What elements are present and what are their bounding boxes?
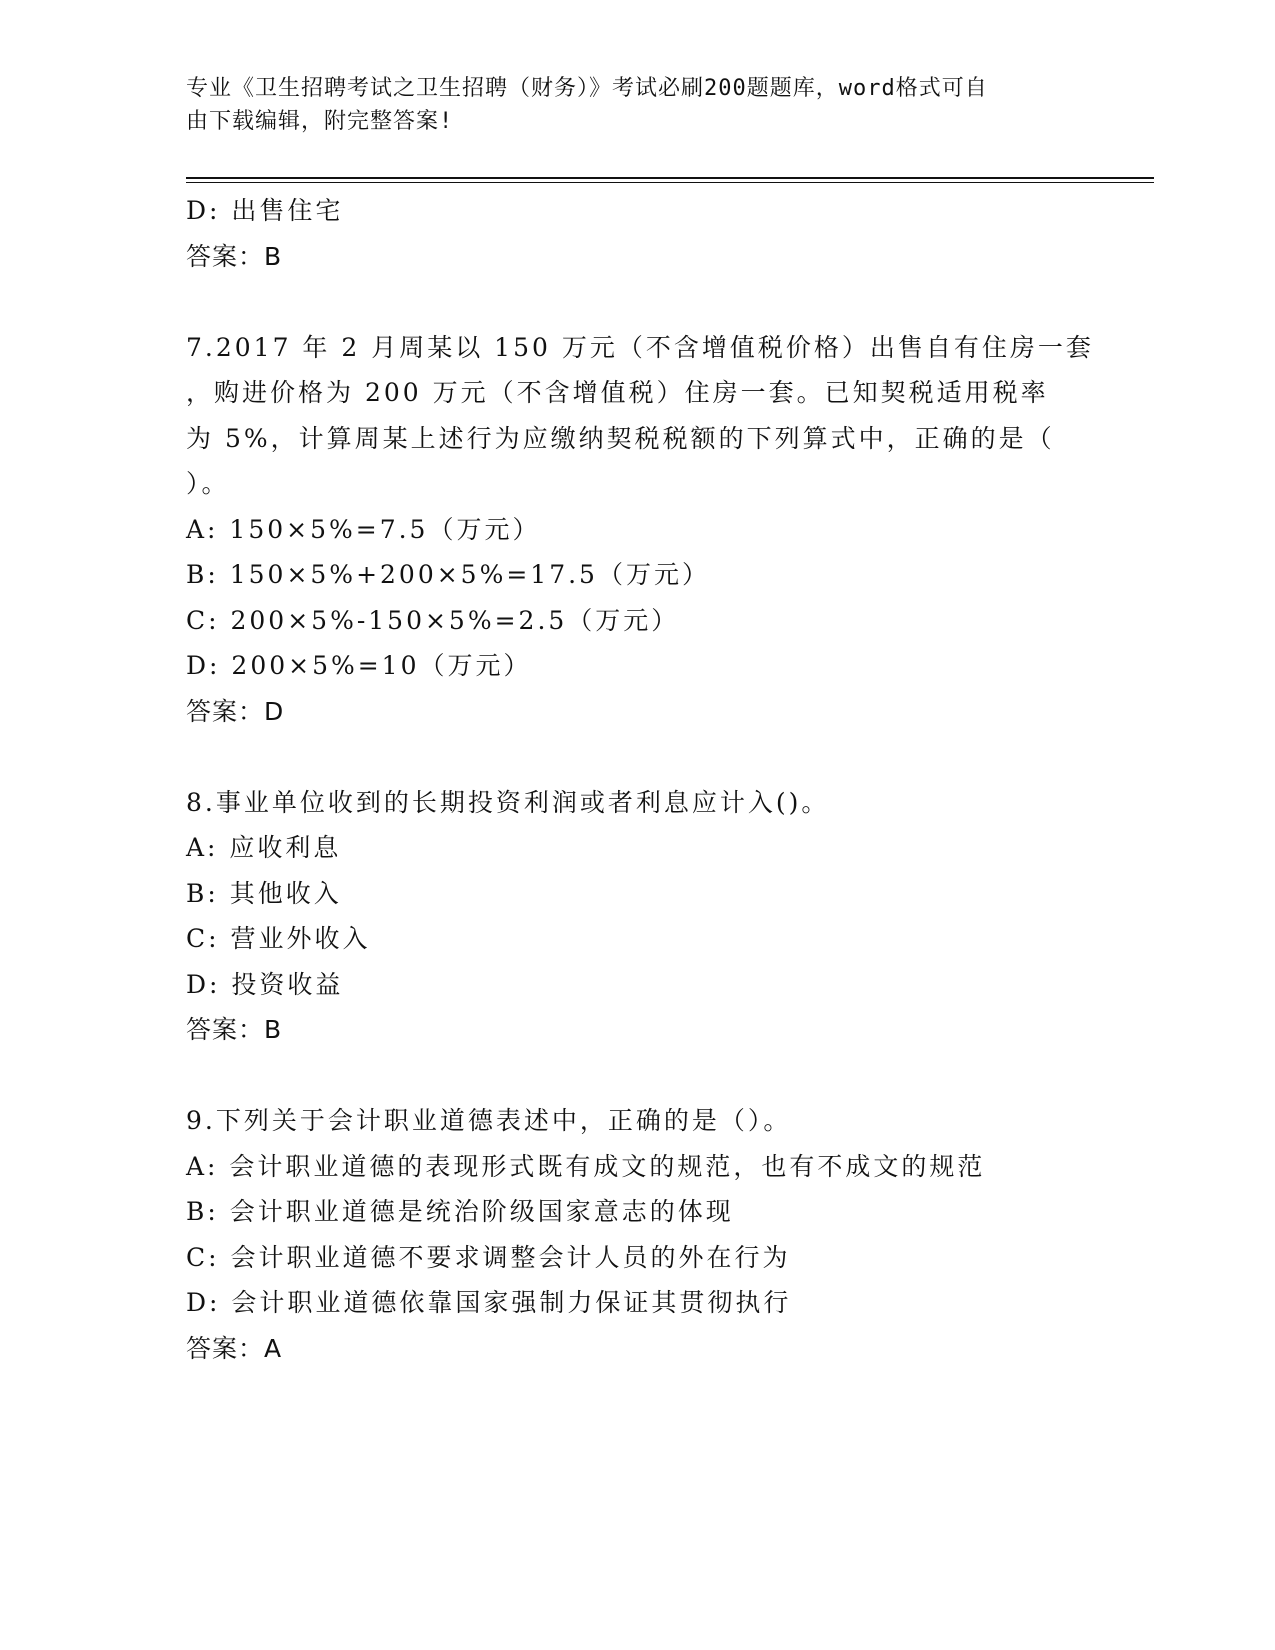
option-b: B: 会计职业道德是统治阶级国家意志的体现	[186, 1197, 734, 1226]
spacer	[186, 279, 1066, 325]
question-block-7	[186, 325, 1094, 735]
question-text-line: ，购进价格为 200 万元（不含增值税）住房一套。已知契税适用税率	[186, 378, 1049, 407]
option-d: D: 200×5%=10（万元）	[186, 651, 532, 680]
question-text-line: 8.事业单位收到的长期投资利润或者利息应计入()。	[186, 787, 830, 817]
answer-line: 答案：B	[186, 1015, 283, 1044]
question-text-line: ）。	[186, 469, 230, 498]
option-b: B: 其他收入	[186, 878, 342, 908]
page-header	[186, 72, 1066, 138]
header-rule-thin	[186, 182, 1154, 183]
question-block-6	[186, 188, 1066, 279]
option-d: D: 出售住宅	[186, 196, 344, 225]
question-text-line: 9.下列关于会计职业道德表述中，正确的是（）。	[186, 1106, 792, 1135]
answer-line: 答案：A	[186, 1333, 283, 1363]
header-line-2: 由下载编辑，附完整答案!	[186, 109, 454, 134]
option-a: A: 150×5%=7.5（万元）	[186, 514, 541, 544]
option-a: A: 应收利息	[186, 833, 342, 862]
question-block-9	[186, 1098, 1066, 1371]
option-a: A: 会计职业道德的表现形式既有成文的规范，也有不成文的规范	[186, 1151, 986, 1181]
question-content	[186, 188, 1094, 1371]
option-c: C: 200×5%-150×5%=2.5（万元）	[186, 605, 680, 635]
question-text-line: 为 5%，计算周某上述行为应缴纳契税税额的下列算式中，正确的是（	[186, 423, 1055, 453]
option-d: D: 投资收益	[186, 969, 344, 999]
spacer	[186, 734, 1066, 780]
header-line-1: 专业《卫生招聘考试之卫生招聘（财务）》考试必刷200题题库，word格式可自	[186, 76, 988, 101]
answer-line: 答案：B	[186, 241, 283, 271]
option-c: C: 会计职业道德不要求调整会计人员的外在行为	[186, 1242, 791, 1272]
option-c: C: 营业外收入	[186, 924, 371, 953]
answer-line: 答案：D	[186, 696, 285, 726]
question-text-line: 7.2017 年 2 月周某以 150 万元（不含增值税价格）出售自有住房一套	[186, 332, 1094, 362]
option-b: B: 150×5%+200×5%=17.5（万元）	[186, 560, 710, 589]
spacer	[186, 1053, 1066, 1099]
header-rule-thick	[186, 177, 1154, 179]
option-d: D: 会计职业道德依靠国家强制力保证其贯彻执行	[186, 1288, 792, 1317]
question-block-8	[186, 780, 1066, 1053]
